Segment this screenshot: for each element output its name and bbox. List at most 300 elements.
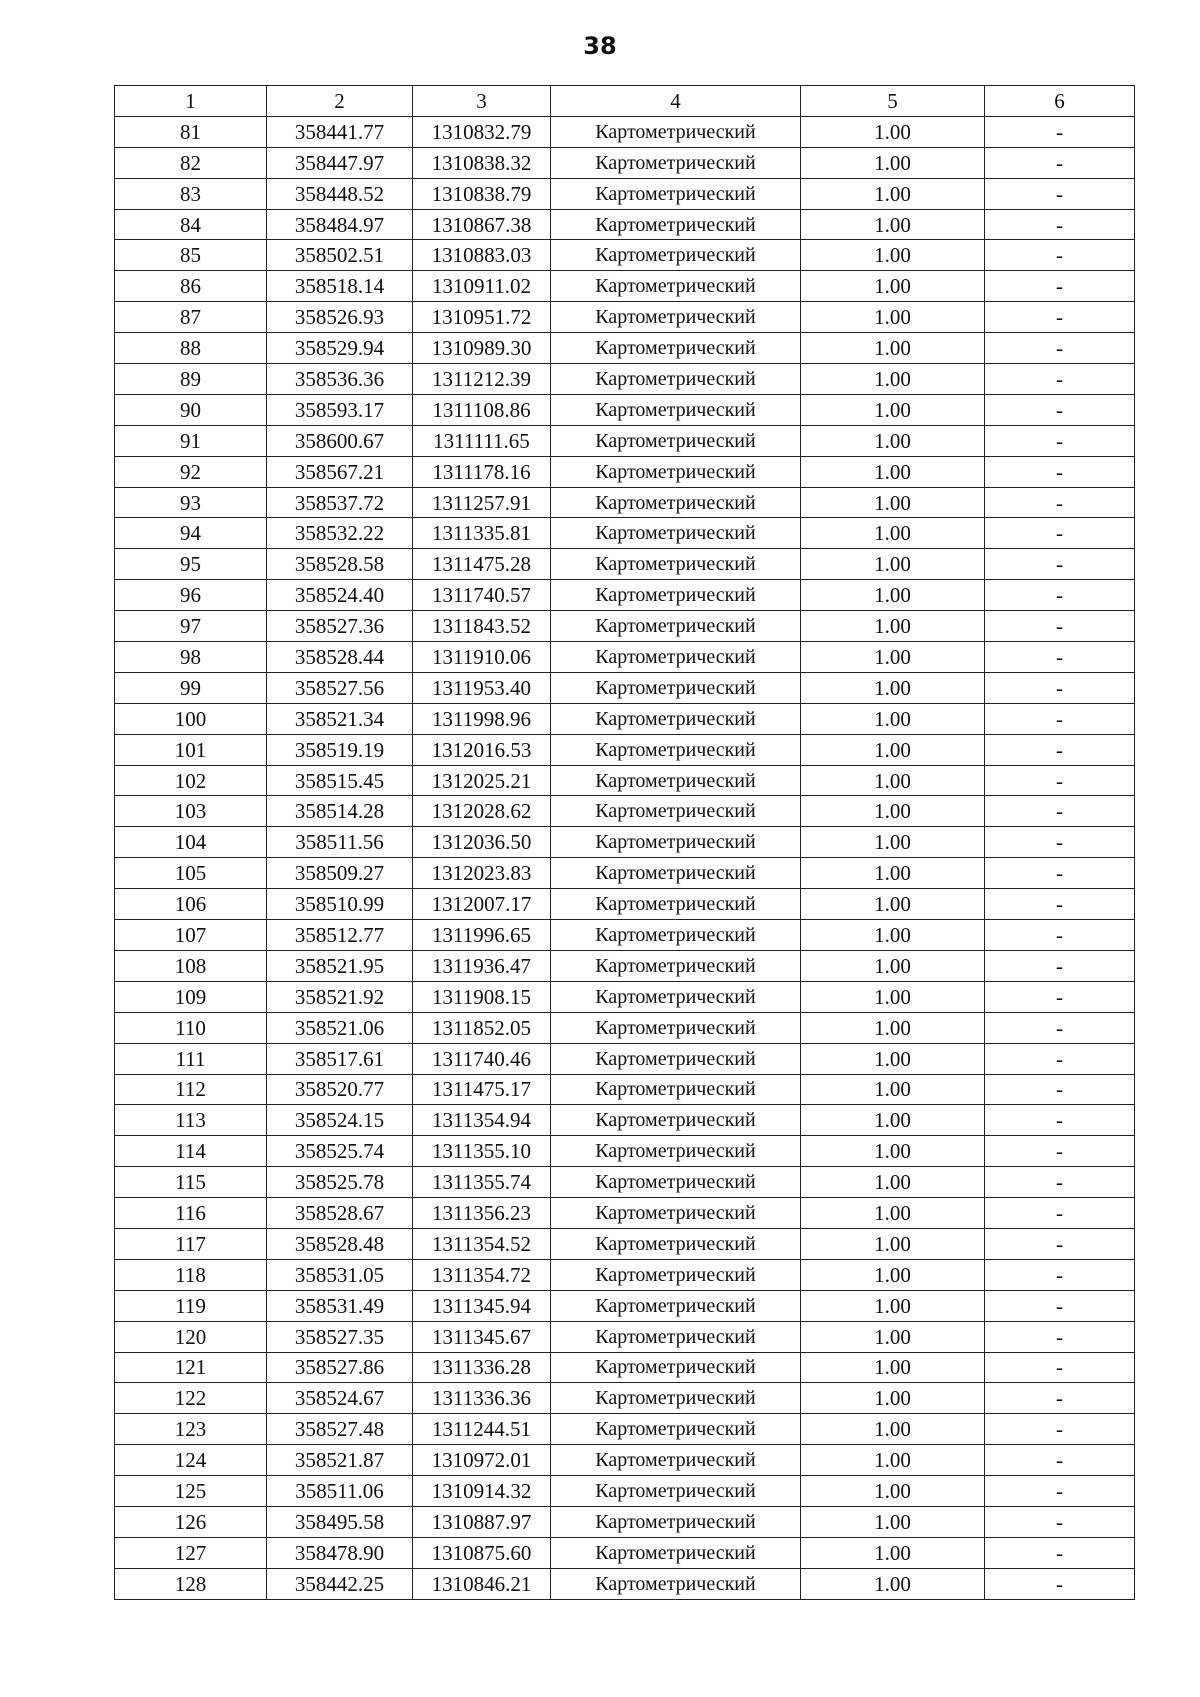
x-coordinate-cell: 358521.95: [267, 950, 413, 981]
point-number-cell: 89: [115, 364, 267, 395]
method-cell: Картометрический: [551, 920, 801, 951]
method-cell: Картометрический: [551, 1383, 801, 1414]
accuracy-cell: 1.00: [801, 580, 985, 611]
point-number-cell: 125: [115, 1476, 267, 1507]
header-cell: 4: [551, 86, 801, 117]
y-coordinate-cell: 1312023.83: [413, 858, 551, 889]
x-coordinate-cell: 358526.93: [267, 302, 413, 333]
accuracy-cell: 1.00: [801, 611, 985, 642]
accuracy-cell: 1.00: [801, 1259, 985, 1290]
point-number-cell: 113: [115, 1105, 267, 1136]
y-coordinate-cell: 1311108.86: [413, 394, 551, 425]
method-cell: Картометрический: [551, 333, 801, 364]
table-row: [115, 1506, 1135, 1537]
point-number-cell: 81: [115, 116, 267, 147]
accuracy-cell: 1.00: [801, 178, 985, 209]
x-coordinate-cell: 358525.74: [267, 1136, 413, 1167]
table-row: [115, 981, 1135, 1012]
point-number-cell: 108: [115, 950, 267, 981]
method-cell: Картометрический: [551, 1198, 801, 1229]
method-cell: Картометрический: [551, 1012, 801, 1043]
note-cell: -: [985, 178, 1135, 209]
note-cell: -: [985, 1012, 1135, 1043]
point-number-cell: 111: [115, 1043, 267, 1074]
header-cell: 1: [115, 86, 267, 117]
point-number-cell: 114: [115, 1136, 267, 1167]
x-coordinate-cell: 358528.58: [267, 549, 413, 580]
method-cell: Картометрический: [551, 672, 801, 703]
method-cell: Картометрический: [551, 889, 801, 920]
header-cell: 6: [985, 86, 1135, 117]
accuracy-cell: 1.00: [801, 487, 985, 518]
x-coordinate-cell: 358531.05: [267, 1259, 413, 1290]
table-row: [115, 703, 1135, 734]
point-number-cell: 121: [115, 1352, 267, 1383]
method-cell: Картометрический: [551, 364, 801, 395]
y-coordinate-cell: 1311908.15: [413, 981, 551, 1012]
y-coordinate-cell: 1311244.51: [413, 1414, 551, 1445]
y-coordinate-cell: 1311356.23: [413, 1198, 551, 1229]
note-cell: -: [985, 147, 1135, 178]
table-row: [115, 178, 1135, 209]
table-row: [115, 734, 1135, 765]
table-row: [115, 765, 1135, 796]
method-cell: Картометрический: [551, 147, 801, 178]
y-coordinate-cell: 1311345.94: [413, 1290, 551, 1321]
x-coordinate-cell: 358478.90: [267, 1537, 413, 1568]
y-coordinate-cell: 1312036.50: [413, 827, 551, 858]
table-row: [115, 1136, 1135, 1167]
method-cell: Картометрический: [551, 1167, 801, 1198]
method-cell: Картометрический: [551, 858, 801, 889]
note-cell: -: [985, 1043, 1135, 1074]
method-cell: Картометрический: [551, 425, 801, 456]
header-cell: 2: [267, 86, 413, 117]
note-cell: -: [985, 642, 1135, 673]
point-number-cell: 107: [115, 920, 267, 951]
method-cell: Картометрический: [551, 1445, 801, 1476]
accuracy-cell: 1.00: [801, 1105, 985, 1136]
y-coordinate-cell: 1311998.96: [413, 703, 551, 734]
method-cell: Картометрический: [551, 796, 801, 827]
method-cell: Картометрический: [551, 1506, 801, 1537]
note-cell: -: [985, 672, 1135, 703]
point-number-cell: 115: [115, 1167, 267, 1198]
y-coordinate-cell: 1311178.16: [413, 456, 551, 487]
table-row: [115, 1476, 1135, 1507]
accuracy-cell: 1.00: [801, 672, 985, 703]
table-row: [115, 950, 1135, 981]
accuracy-cell: 1.00: [801, 1043, 985, 1074]
x-coordinate-cell: 358521.92: [267, 981, 413, 1012]
method-cell: Картометрический: [551, 1321, 801, 1352]
point-number-cell: 117: [115, 1228, 267, 1259]
table-row: [115, 116, 1135, 147]
point-number-cell: 106: [115, 889, 267, 920]
method-cell: Картометрический: [551, 549, 801, 580]
table-row: [115, 1445, 1135, 1476]
point-number-cell: 82: [115, 147, 267, 178]
accuracy-cell: 1.00: [801, 1445, 985, 1476]
method-cell: Картометрический: [551, 1414, 801, 1445]
accuracy-cell: 1.00: [801, 1228, 985, 1259]
accuracy-cell: 1.00: [801, 302, 985, 333]
note-cell: -: [985, 1259, 1135, 1290]
y-coordinate-cell: 1311953.40: [413, 672, 551, 703]
y-coordinate-cell: 1310867.38: [413, 209, 551, 240]
y-coordinate-cell: 1311355.74: [413, 1167, 551, 1198]
y-coordinate-cell: 1311740.46: [413, 1043, 551, 1074]
table-row: [115, 1383, 1135, 1414]
coordinates-table: [114, 85, 1135, 1600]
method-cell: Картометрический: [551, 1476, 801, 1507]
point-number-cell: 102: [115, 765, 267, 796]
x-coordinate-cell: 358518.14: [267, 271, 413, 302]
y-coordinate-cell: 1311910.06: [413, 642, 551, 673]
table-row: [115, 1074, 1135, 1105]
note-cell: -: [985, 580, 1135, 611]
accuracy-cell: 1.00: [801, 456, 985, 487]
point-number-cell: 124: [115, 1445, 267, 1476]
note-cell: -: [985, 950, 1135, 981]
method-cell: Картометрический: [551, 580, 801, 611]
note-cell: -: [985, 487, 1135, 518]
accuracy-cell: 1.00: [801, 796, 985, 827]
x-coordinate-cell: 358600.67: [267, 425, 413, 456]
method-cell: Картометрический: [551, 1228, 801, 1259]
x-coordinate-cell: 358529.94: [267, 333, 413, 364]
note-cell: -: [985, 889, 1135, 920]
note-cell: -: [985, 240, 1135, 271]
accuracy-cell: 1.00: [801, 1074, 985, 1105]
method-cell: Картометрический: [551, 703, 801, 734]
x-coordinate-cell: 358536.36: [267, 364, 413, 395]
table-row: [115, 580, 1135, 611]
point-number-cell: 98: [115, 642, 267, 673]
accuracy-cell: 1.00: [801, 858, 985, 889]
table-row: [115, 672, 1135, 703]
y-coordinate-cell: 1310951.72: [413, 302, 551, 333]
y-coordinate-cell: 1311936.47: [413, 950, 551, 981]
note-cell: -: [985, 1290, 1135, 1321]
y-coordinate-cell: 1311852.05: [413, 1012, 551, 1043]
point-number-cell: 126: [115, 1506, 267, 1537]
method-cell: Картометрический: [551, 394, 801, 425]
method-cell: Картометрический: [551, 302, 801, 333]
method-cell: Картометрический: [551, 642, 801, 673]
table-row: [115, 1198, 1135, 1229]
point-number-cell: 97: [115, 611, 267, 642]
point-number-cell: 99: [115, 672, 267, 703]
page-number: 38: [583, 32, 617, 60]
method-cell: Картометрический: [551, 1043, 801, 1074]
x-coordinate-cell: 358527.35: [267, 1321, 413, 1352]
y-coordinate-cell: 1311336.36: [413, 1383, 551, 1414]
table-row: [115, 1167, 1135, 1198]
method-cell: Картометрический: [551, 1074, 801, 1105]
point-number-cell: 85: [115, 240, 267, 271]
method-cell: Картометрический: [551, 1105, 801, 1136]
note-cell: -: [985, 271, 1135, 302]
method-cell: Картометрический: [551, 116, 801, 147]
point-number-cell: 100: [115, 703, 267, 734]
accuracy-cell: 1.00: [801, 1136, 985, 1167]
table-row: [115, 642, 1135, 673]
note-cell: -: [985, 1476, 1135, 1507]
table-row: [115, 1568, 1135, 1599]
x-coordinate-cell: 358447.97: [267, 147, 413, 178]
x-coordinate-cell: 358495.58: [267, 1506, 413, 1537]
method-cell: Картометрический: [551, 611, 801, 642]
header-cell: 5: [801, 86, 985, 117]
table-row: [115, 240, 1135, 271]
table-row: [115, 1043, 1135, 1074]
accuracy-cell: 1.00: [801, 240, 985, 271]
x-coordinate-cell: 358515.45: [267, 765, 413, 796]
table-row: [115, 1228, 1135, 1259]
accuracy-cell: 1.00: [801, 209, 985, 240]
note-cell: -: [985, 1414, 1135, 1445]
accuracy-cell: 1.00: [801, 271, 985, 302]
y-coordinate-cell: 1311740.57: [413, 580, 551, 611]
method-cell: Картометрический: [551, 178, 801, 209]
x-coordinate-cell: 358521.34: [267, 703, 413, 734]
x-coordinate-cell: 358521.87: [267, 1445, 413, 1476]
note-cell: -: [985, 1352, 1135, 1383]
y-coordinate-cell: 1310989.30: [413, 333, 551, 364]
accuracy-cell: 1.00: [801, 642, 985, 673]
accuracy-cell: 1.00: [801, 1537, 985, 1568]
method-cell: Картометрический: [551, 1136, 801, 1167]
table-row: [115, 920, 1135, 951]
note-cell: -: [985, 549, 1135, 580]
table-header-row: [115, 86, 1135, 117]
table-row: [115, 1414, 1135, 1445]
table-row: [115, 1352, 1135, 1383]
note-cell: -: [985, 858, 1135, 889]
table-row: [115, 1105, 1135, 1136]
header-cell: 3: [413, 86, 551, 117]
note-cell: -: [985, 920, 1135, 951]
note-cell: -: [985, 981, 1135, 1012]
x-coordinate-cell: 358524.15: [267, 1105, 413, 1136]
method-cell: Картометрический: [551, 981, 801, 1012]
accuracy-cell: 1.00: [801, 920, 985, 951]
point-number-cell: 93: [115, 487, 267, 518]
note-cell: -: [985, 456, 1135, 487]
accuracy-cell: 1.00: [801, 1167, 985, 1198]
accuracy-cell: 1.00: [801, 1383, 985, 1414]
accuracy-cell: 1.00: [801, 1321, 985, 1352]
y-coordinate-cell: 1312016.53: [413, 734, 551, 765]
x-coordinate-cell: 358509.27: [267, 858, 413, 889]
y-coordinate-cell: 1311336.28: [413, 1352, 551, 1383]
note-cell: -: [985, 1445, 1135, 1476]
y-coordinate-cell: 1311111.65: [413, 425, 551, 456]
x-coordinate-cell: 358512.77: [267, 920, 413, 951]
accuracy-cell: 1.00: [801, 333, 985, 364]
note-cell: -: [985, 611, 1135, 642]
point-number-cell: 127: [115, 1537, 267, 1568]
table-row: [115, 858, 1135, 889]
note-cell: -: [985, 425, 1135, 456]
table-row: [115, 549, 1135, 580]
x-coordinate-cell: 358524.67: [267, 1383, 413, 1414]
table-row: [115, 1537, 1135, 1568]
accuracy-cell: 1.00: [801, 518, 985, 549]
point-number-cell: 116: [115, 1198, 267, 1229]
x-coordinate-cell: 358528.48: [267, 1228, 413, 1259]
method-cell: Картометрический: [551, 1537, 801, 1568]
y-coordinate-cell: 1311257.91: [413, 487, 551, 518]
x-coordinate-cell: 358528.44: [267, 642, 413, 673]
point-number-cell: 103: [115, 796, 267, 827]
x-coordinate-cell: 358502.51: [267, 240, 413, 271]
table-row: [115, 1012, 1135, 1043]
table-row: [115, 271, 1135, 302]
point-number-cell: 105: [115, 858, 267, 889]
method-cell: Картометрический: [551, 1352, 801, 1383]
table-row: [115, 889, 1135, 920]
y-coordinate-cell: 1311475.17: [413, 1074, 551, 1105]
point-number-cell: 91: [115, 425, 267, 456]
method-cell: Картометрический: [551, 1290, 801, 1321]
note-cell: -: [985, 1383, 1135, 1414]
method-cell: Картометрический: [551, 518, 801, 549]
x-coordinate-cell: 358567.21: [267, 456, 413, 487]
point-number-cell: 95: [115, 549, 267, 580]
note-cell: -: [985, 116, 1135, 147]
note-cell: -: [985, 333, 1135, 364]
note-cell: -: [985, 302, 1135, 333]
x-coordinate-cell: 358511.56: [267, 827, 413, 858]
y-coordinate-cell: 1311212.39: [413, 364, 551, 395]
note-cell: -: [985, 1136, 1135, 1167]
point-number-cell: 119: [115, 1290, 267, 1321]
y-coordinate-cell: 1310832.79: [413, 116, 551, 147]
y-coordinate-cell: 1311354.94: [413, 1105, 551, 1136]
table-row: [115, 796, 1135, 827]
point-number-cell: 86: [115, 271, 267, 302]
y-coordinate-cell: 1311475.28: [413, 549, 551, 580]
point-number-cell: 128: [115, 1568, 267, 1599]
y-coordinate-cell: 1311996.65: [413, 920, 551, 951]
y-coordinate-cell: 1310911.02: [413, 271, 551, 302]
y-coordinate-cell: 1310838.79: [413, 178, 551, 209]
table-row: [115, 611, 1135, 642]
table-row: [115, 147, 1135, 178]
point-number-cell: 84: [115, 209, 267, 240]
accuracy-cell: 1.00: [801, 1352, 985, 1383]
point-number-cell: 122: [115, 1383, 267, 1414]
x-coordinate-cell: 358537.72: [267, 487, 413, 518]
method-cell: Картометрический: [551, 1259, 801, 1290]
x-coordinate-cell: 358519.19: [267, 734, 413, 765]
note-cell: -: [985, 1321, 1135, 1352]
table-row: [115, 827, 1135, 858]
y-coordinate-cell: 1310887.97: [413, 1506, 551, 1537]
y-coordinate-cell: 1311335.81: [413, 518, 551, 549]
table-row: [115, 364, 1135, 395]
x-coordinate-cell: 358532.22: [267, 518, 413, 549]
method-cell: Картометрический: [551, 487, 801, 518]
note-cell: -: [985, 1198, 1135, 1229]
table-row: [115, 456, 1135, 487]
x-coordinate-cell: 358511.06: [267, 1476, 413, 1507]
table-row: [115, 1259, 1135, 1290]
accuracy-cell: 1.00: [801, 889, 985, 920]
note-cell: -: [985, 734, 1135, 765]
accuracy-cell: 1.00: [801, 425, 985, 456]
note-cell: -: [985, 394, 1135, 425]
note-cell: -: [985, 209, 1135, 240]
accuracy-cell: 1.00: [801, 734, 985, 765]
accuracy-cell: 1.00: [801, 827, 985, 858]
note-cell: -: [985, 1537, 1135, 1568]
point-number-cell: 123: [115, 1414, 267, 1445]
method-cell: Картометрический: [551, 827, 801, 858]
x-coordinate-cell: 358520.77: [267, 1074, 413, 1105]
y-coordinate-cell: 1310914.32: [413, 1476, 551, 1507]
point-number-cell: 109: [115, 981, 267, 1012]
point-number-cell: 83: [115, 178, 267, 209]
y-coordinate-cell: 1311843.52: [413, 611, 551, 642]
x-coordinate-cell: 358510.99: [267, 889, 413, 920]
method-cell: Картометрический: [551, 209, 801, 240]
y-coordinate-cell: 1311345.67: [413, 1321, 551, 1352]
table-row: [115, 394, 1135, 425]
note-cell: -: [985, 1074, 1135, 1105]
accuracy-cell: 1.00: [801, 364, 985, 395]
table-row: [115, 1321, 1135, 1352]
x-coordinate-cell: 358448.52: [267, 178, 413, 209]
x-coordinate-cell: 358484.97: [267, 209, 413, 240]
note-cell: -: [985, 1167, 1135, 1198]
x-coordinate-cell: 358514.28: [267, 796, 413, 827]
point-number-cell: 94: [115, 518, 267, 549]
y-coordinate-cell: 1310875.60: [413, 1537, 551, 1568]
table-body: [115, 116, 1135, 1599]
method-cell: Картометрический: [551, 765, 801, 796]
table-row: [115, 1290, 1135, 1321]
x-coordinate-cell: 358441.77: [267, 116, 413, 147]
note-cell: -: [985, 765, 1135, 796]
note-cell: -: [985, 703, 1135, 734]
point-number-cell: 87: [115, 302, 267, 333]
point-number-cell: 96: [115, 580, 267, 611]
y-coordinate-cell: 1310846.21: [413, 1568, 551, 1599]
y-coordinate-cell: 1310883.03: [413, 240, 551, 271]
method-cell: Картометрический: [551, 1568, 801, 1599]
accuracy-cell: 1.00: [801, 1012, 985, 1043]
note-cell: -: [985, 1506, 1135, 1537]
point-number-cell: 112: [115, 1074, 267, 1105]
point-number-cell: 101: [115, 734, 267, 765]
method-cell: Картометрический: [551, 950, 801, 981]
y-coordinate-cell: 1310972.01: [413, 1445, 551, 1476]
table-row: [115, 302, 1135, 333]
accuracy-cell: 1.00: [801, 1476, 985, 1507]
table-row: [115, 487, 1135, 518]
table-row: [115, 425, 1135, 456]
x-coordinate-cell: 358527.56: [267, 672, 413, 703]
x-coordinate-cell: 358593.17: [267, 394, 413, 425]
y-coordinate-cell: 1312028.62: [413, 796, 551, 827]
point-number-cell: 90: [115, 394, 267, 425]
accuracy-cell: 1.00: [801, 549, 985, 580]
table-row: [115, 209, 1135, 240]
point-number-cell: 104: [115, 827, 267, 858]
